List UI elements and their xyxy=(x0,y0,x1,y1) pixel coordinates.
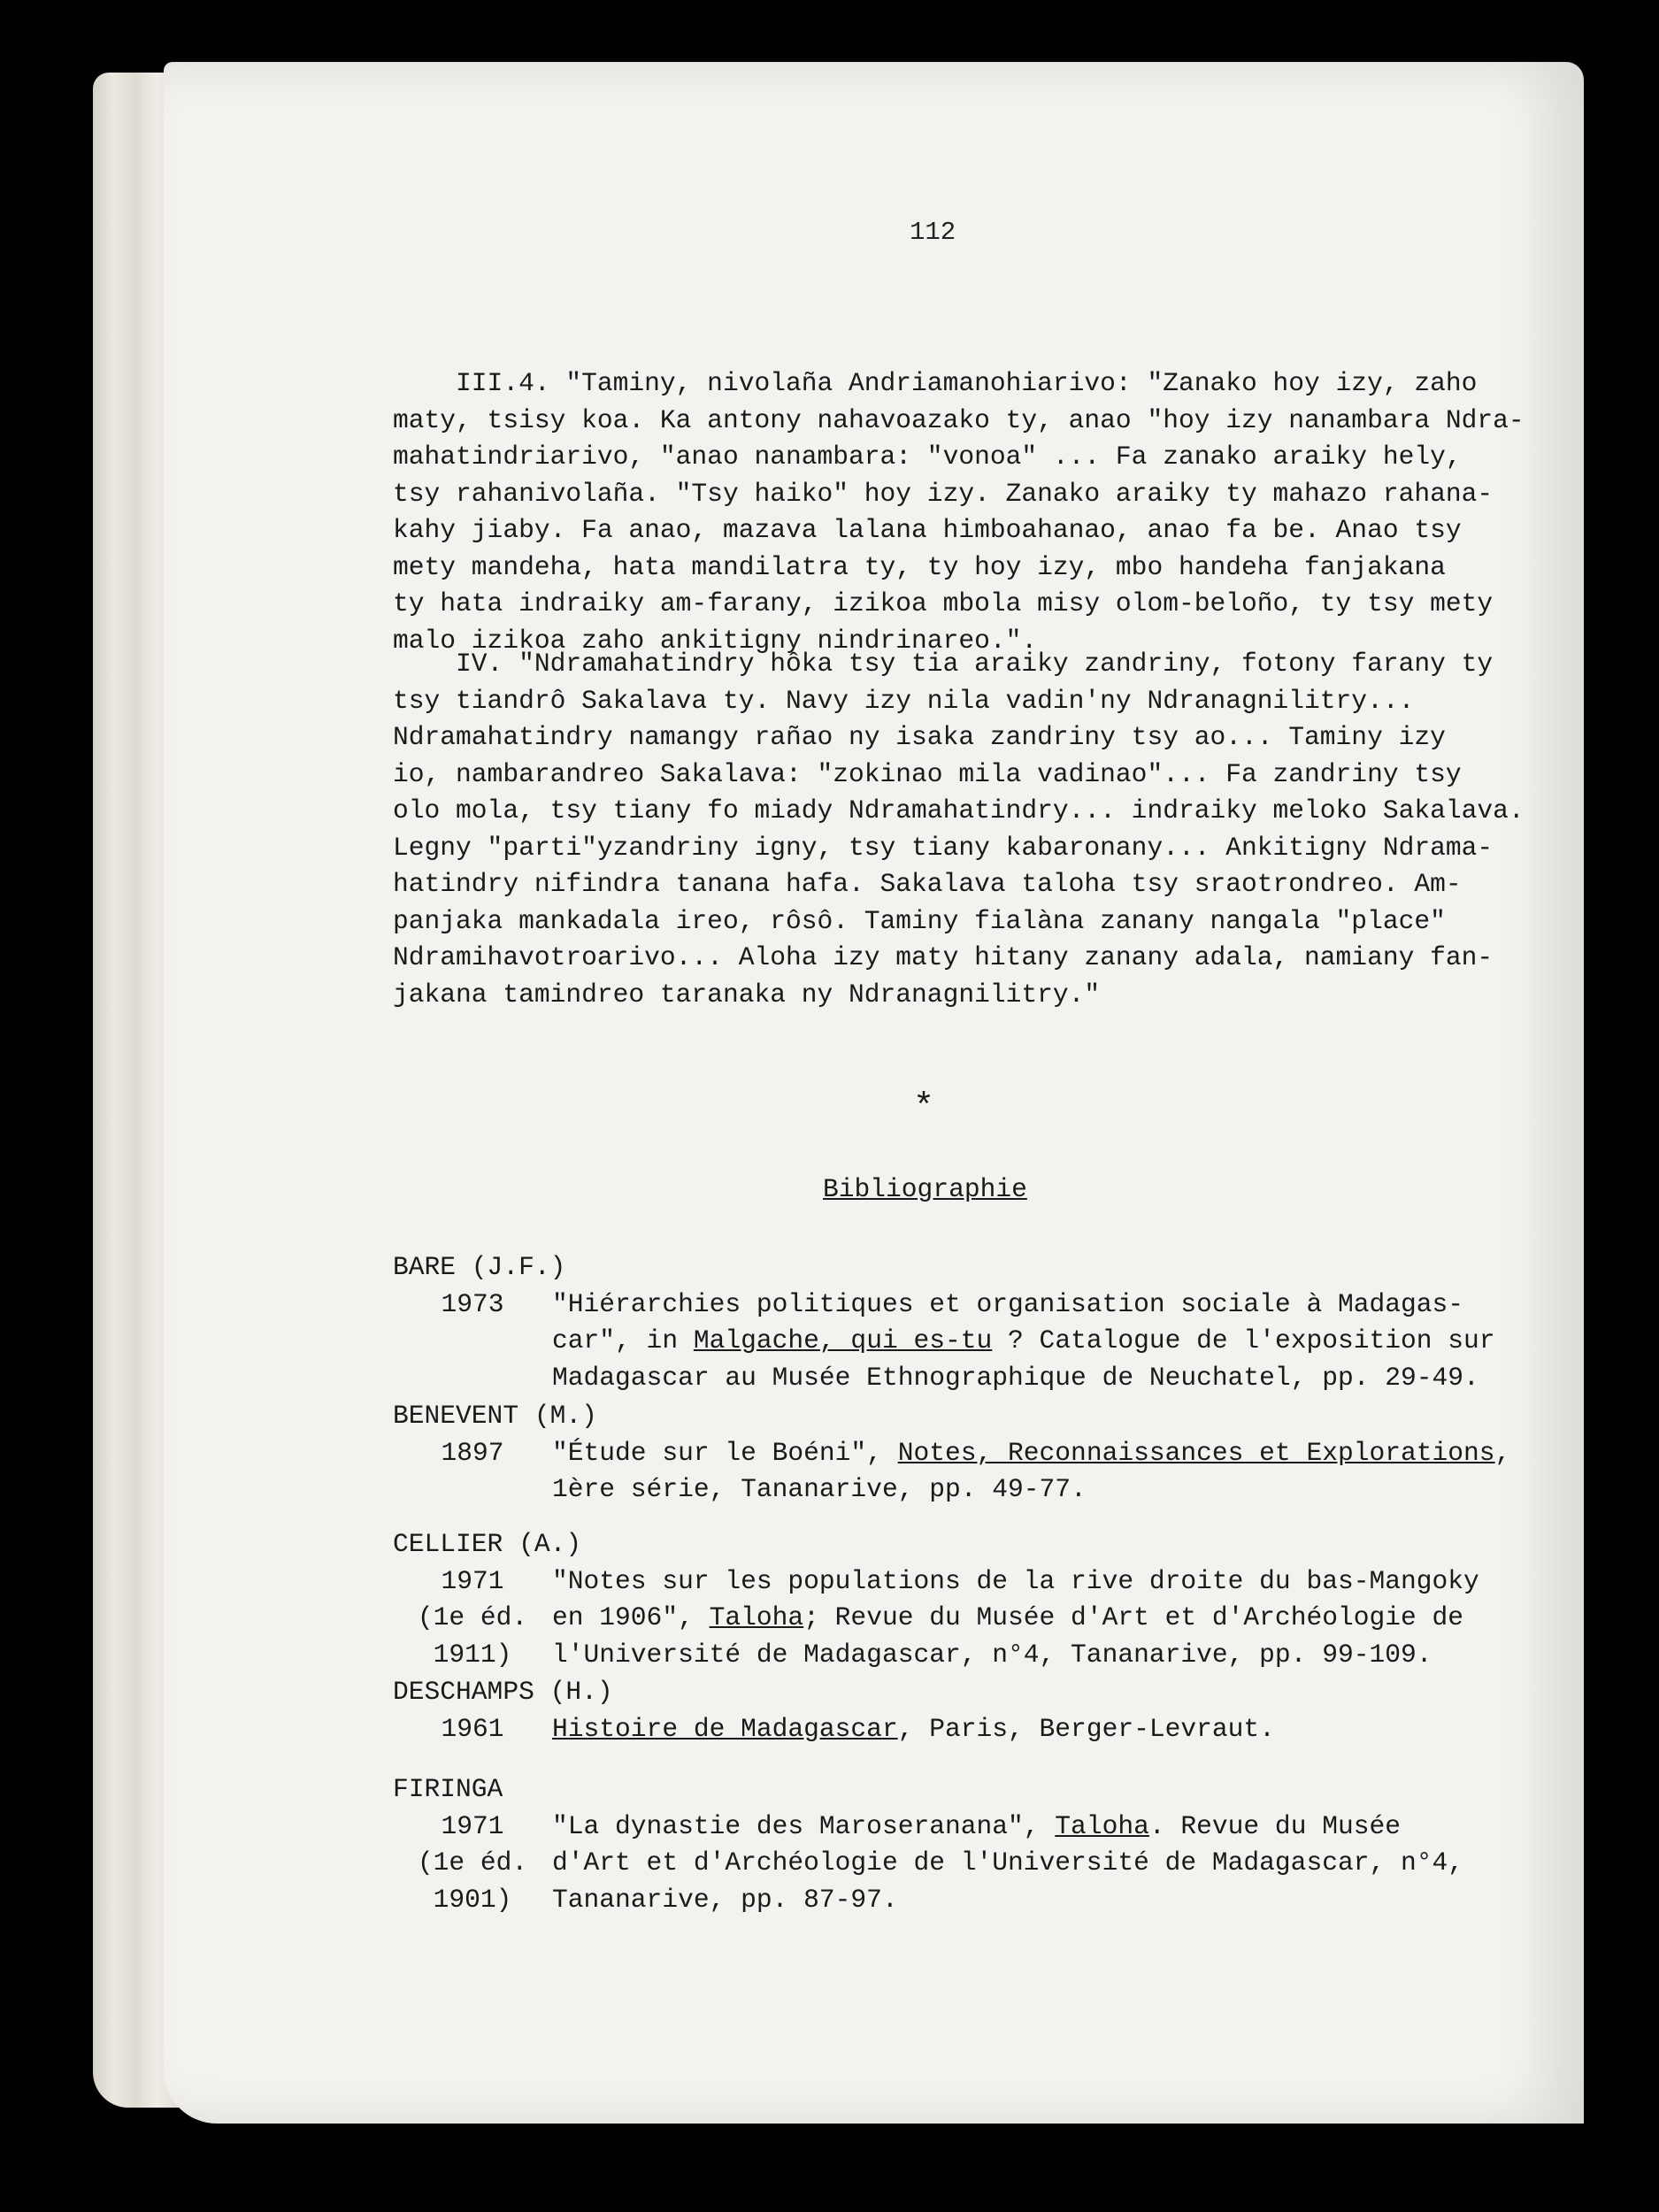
entry-author: CELLIER (A.) xyxy=(393,1529,582,1559)
entry-year: 1961 xyxy=(441,1713,504,1744)
text-line: Ndramihavotroarivo... Aloha izy maty hitany zanany adala, namiany fan- xyxy=(393,942,1494,972)
entry-author: BENEVENT (M.) xyxy=(393,1401,597,1431)
page-number: 112 xyxy=(910,218,956,247)
paragraph-iv xyxy=(393,646,1525,1013)
publication-title: Histoire de Madagascar xyxy=(552,1713,898,1744)
bibliography-heading: Bibliographie xyxy=(823,1174,1027,1204)
bibliography-entry xyxy=(393,1674,1275,1747)
entry-reference: "Hiérarchies politiques et organisation sociale à Madagas- car", in Malgache, qui es-tu ? Catalogue de l'exposition sur Madagascar au Musée Ethnographique de Neuchatel, pp. 29-49. xyxy=(552,1288,1495,1393)
entry-reference: "Étude sur le Boéni", Notes, Reconnaissances et Explorations, 1ère série, Tananarive, pp. 49-77. xyxy=(552,1437,1511,1504)
text-line: jakana tamindreo taranaka ny Ndranagnilitry." xyxy=(393,979,1101,1010)
text-line: maty, tsisy koa. Ka antony nahavoazako ty, anao "hoy izy nanambara Ndra- xyxy=(393,404,1525,435)
bibliography-entry xyxy=(393,1249,1495,1396)
text-line: kahy jiaby. Fa anao, mazava lalana himboahanao, anao fa be. Anao tsy xyxy=(393,515,1462,545)
text-line: tsy rahanivolaña. "Tsy haiko" hoy izy. Zanako araiky ty mahazo rahana- xyxy=(393,478,1494,509)
section-separator: * xyxy=(913,1088,935,1128)
paragraph-iii-4 xyxy=(393,365,1525,659)
text-line: ty hata indraiky am-farany, izikoa mbola misy olom-beloño, ty tsy mety xyxy=(393,588,1494,618)
entry-reference: "La dynastie des Maroseranana", Taloha. Revue du Musée d'Art et d'Archéologie de l'Université de Madagascar, n°4, Tananarive, pp. 87-97. xyxy=(552,1810,1464,1915)
entry-reference: Histoire de Madagascar, Paris, Berger-Levraut. xyxy=(552,1713,1275,1744)
text-line: IV. "Ndramahatindry hôka tsy tia araiky zandriny, fotony farany ty xyxy=(393,649,1494,679)
entry-year: 1971 (1e éd. 1911) xyxy=(417,1565,528,1670)
entry-reference: "Notes sur les populations de la rive droite du bas-Mangoky en 1906", Taloha; Revue du Musée d'Art et d'Archéologie de l'Université de Madagascar, n°4, Tananarive, pp. 99-109. xyxy=(552,1565,1479,1670)
text-line: io, nambarandreo Sakalava: "zokinao mila vadinao"... Fa zandriny tsy xyxy=(393,758,1462,789)
text-line: panjaka mankadala ireo, rôsô. Taminy fialàna zanany nangala "place" xyxy=(393,905,1446,936)
text-line: malo izikoa zaho ankitigny nindrinareo.". xyxy=(393,625,1038,656)
text-line: mety mandeha, hata mandilatra ty, ty hoy izy, mbo handeha fanjakana xyxy=(393,551,1446,582)
text-line: tsy tiandrô Sakalava ty. Navy izy nila vadin'ny Ndranagnilitry... xyxy=(393,685,1415,716)
entry-author: BARE (J.F.) xyxy=(393,1252,566,1282)
text-line: hatindry nifindra tanana hafa. Sakalava taloha tsy sraotrondreo. Am- xyxy=(393,869,1462,899)
publication-title: Taloha xyxy=(709,1602,804,1632)
publication-title: Notes, Reconnaissances et Explorations xyxy=(897,1437,1495,1468)
text-line: Legny "parti"yzandriny igny, tsy tiany kabaronany... Ankitigny Ndrama- xyxy=(393,832,1494,863)
text-line: mahatindriarivo, "anao nanambara: "vonoa" ... Fa zanako araiky hely, xyxy=(393,442,1462,472)
entry-author: FIRINGA xyxy=(393,1774,503,1804)
entry-year: 1897 xyxy=(441,1437,504,1468)
text-line: III.4. "Taminy, nivolaña Andriamanohiarivo: "Zanako hoy izy, zaho xyxy=(393,368,1478,398)
bibliography-entry xyxy=(393,1398,1510,1509)
bibliography-entry xyxy=(393,1526,1479,1673)
text-line: Ndramahatindry namangy rañao ny isaka zandriny tsy ao... Taminy izy xyxy=(393,722,1446,752)
publication-title: Malgache, qui es-tu xyxy=(693,1325,993,1356)
bibliography-entry xyxy=(393,1771,1463,1918)
text-line: olo mola, tsy tiany fo miady Ndramahatindry... indraiky meloko Sakalava. xyxy=(393,795,1525,826)
entry-author: DESCHAMPS (H.) xyxy=(393,1677,613,1707)
entry-year: 1973 xyxy=(441,1288,504,1319)
publication-title: Taloha xyxy=(1055,1810,1149,1841)
entry-year: 1971 (1e éd. 1901) xyxy=(417,1810,528,1915)
